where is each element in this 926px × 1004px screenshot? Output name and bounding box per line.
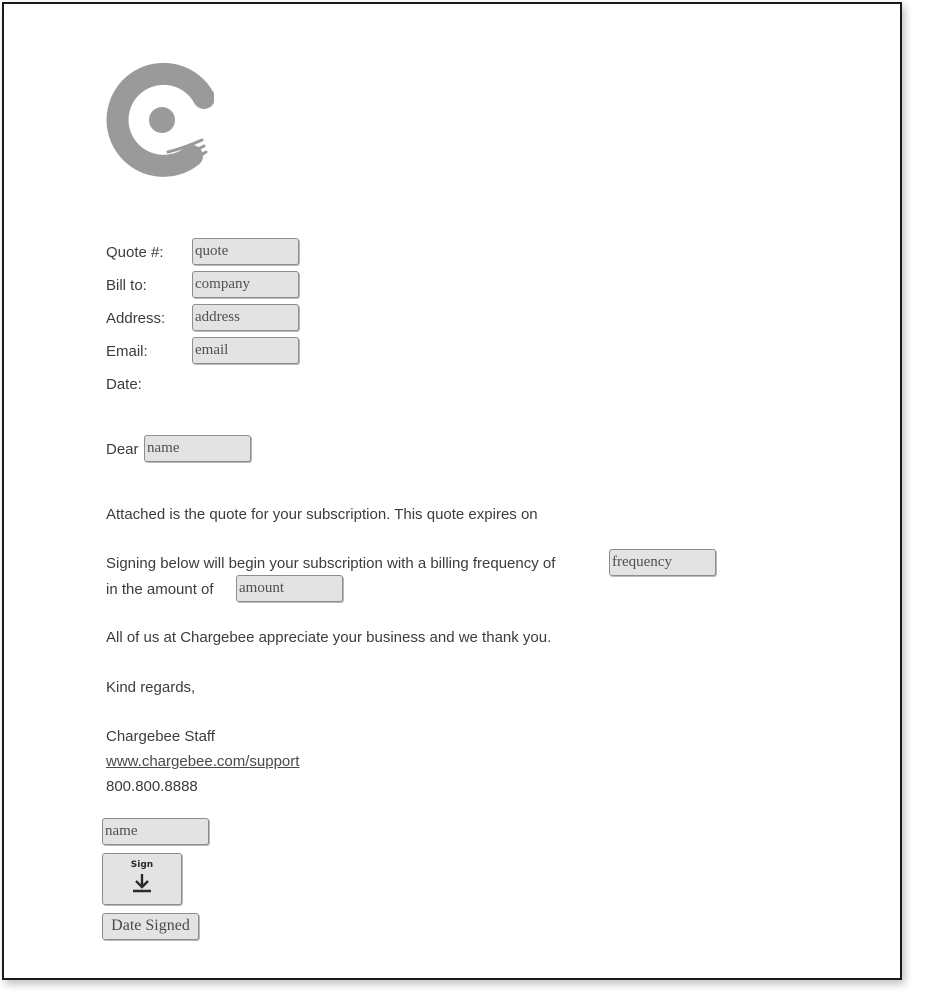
date-signed-button[interactable]: Date Signed — [102, 913, 199, 940]
sign-button[interactable] — [102, 853, 182, 905]
greeting-prefix: Dear — [106, 441, 139, 458]
document-page — [2, 2, 902, 980]
body-line-amount: in the amount of — [106, 581, 214, 598]
phone-number: 800.800.8888 — [106, 778, 198, 795]
email-field[interactable]: email — [192, 337, 299, 364]
quote-label: Quote #: — [106, 244, 164, 261]
body-line-billing-frequency: Signing below will begin your subscription with a billing frequency of — [106, 555, 556, 572]
download-arrow-icon — [130, 872, 154, 894]
quote-field[interactable]: quote — [192, 238, 299, 265]
date-label: Date: — [106, 376, 142, 393]
company-field[interactable]: company — [192, 271, 299, 298]
email-label: Email: — [106, 343, 148, 360]
amount-field[interactable]: amount — [236, 575, 343, 602]
bill-to-label: Bill to: — [106, 277, 147, 294]
recipient-name-field[interactable]: name — [144, 435, 251, 462]
chargebee-logo-icon — [104, 60, 214, 178]
sign-button-label: Sign — [130, 860, 154, 870]
staff-name: Chargebee Staff — [106, 728, 215, 745]
signer-name-field[interactable]: name — [102, 818, 209, 845]
body-line-quote-expiry: Attached is the quote for your subscription. This quote expires on — [106, 506, 538, 523]
closing-text: Kind regards, — [106, 679, 196, 696]
body-line-appreciation: All of us at Chargebee appreciate your business and we thank you. — [106, 629, 552, 646]
support-link[interactable]: www.chargebee.com/support — [106, 753, 300, 770]
frequency-field[interactable]: frequency — [609, 549, 716, 576]
address-label: Address: — [106, 310, 166, 327]
address-field[interactable]: address — [192, 304, 299, 331]
